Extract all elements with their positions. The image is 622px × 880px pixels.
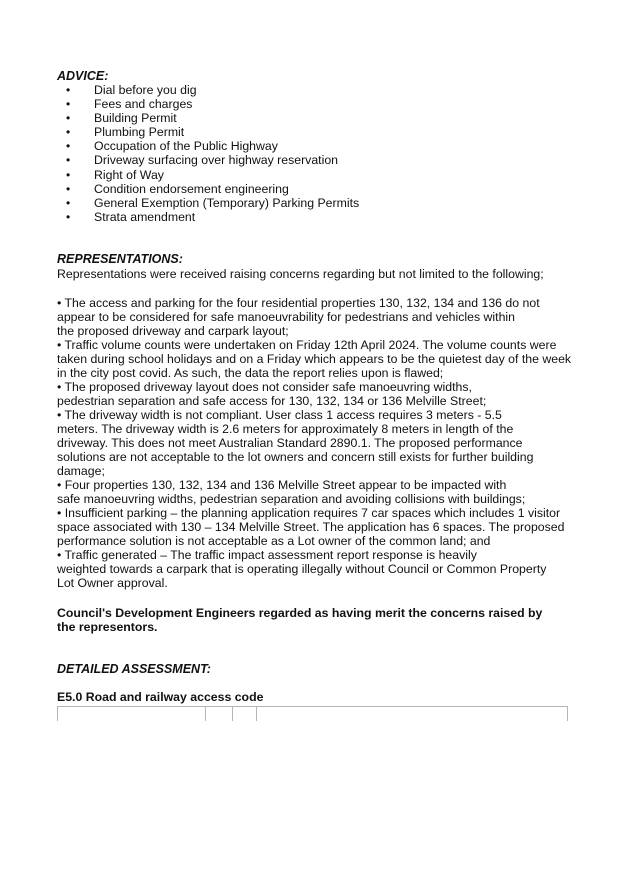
representation-line: the proposed driveway and carpark layout;: [57, 324, 289, 338]
representation-line: appear to be considered for safe manoeuvrability for pedestrians and vehicles within: [57, 310, 515, 324]
advice-item: • Occupation of the Public Highway: [57, 139, 359, 153]
representation-line: • Four properties 130, 132, 134 and 136 Melville Street appear to be impacted with: [57, 478, 507, 492]
representation-line: damage;: [57, 464, 105, 478]
advice-heading: ADVICE:: [57, 69, 109, 83]
table-column-divider: [232, 707, 233, 721]
council-statement-line-1: Council's Development Engineers regarded as having merit the concerns raised by: [57, 606, 543, 620]
detailed-assessment-heading: DETAILED ASSESSMENT:: [57, 662, 211, 676]
representation-line: space associated with 130 – 134 Melville Street. The application has 6 spaces. The proposed: [57, 520, 565, 534]
representation-line: • Traffic generated – The traffic impact assessment report response is heavily: [57, 548, 477, 562]
assessment-table: [57, 706, 568, 721]
representation-line: • The driveway width is not compliant. User class 1 access requires 3 meters - 5.5: [57, 408, 502, 422]
representation-line: pedestrian separation and safe access for 130, 132, 134 or 136 Melville Street;: [57, 394, 487, 408]
representation-line: solutions are not acceptable to the lot owners and concern still exists for further building: [57, 450, 534, 464]
representation-line: taken during school holidays and on a Friday which appears to be the quietest day of the week: [57, 352, 572, 366]
advice-item: • General Exemption (Temporary) Parking Permits: [57, 196, 359, 210]
council-statement-line-2: the representors.: [57, 620, 158, 634]
advice-item: • Fees and charges: [57, 97, 359, 111]
representation-line: meters. The driveway width is 2.6 meters for approximately 8 meters in length of the: [57, 422, 514, 436]
representation-line: • Insufficient parking – the planning application requires 7 car spaces which includes 1 visitor: [57, 506, 561, 520]
representation-line: Lot Owner approval.: [57, 576, 168, 590]
representation-line: • The proposed driveway layout does not consider safe manoeuvring widths,: [57, 380, 472, 394]
table-column-divider: [256, 707, 257, 721]
advice-item: • Driveway surfacing over highway reservation: [57, 153, 359, 167]
representation-line: driveway. This does not meet Australian Standard 2890.1. The proposed performance: [57, 436, 523, 450]
table-column-divider: [205, 707, 206, 721]
representation-line: in the city post covid. As such, the data the report relies upon is flawed;: [57, 366, 444, 380]
representation-line: safe manoeuvring widths, pedestrian separation and avoiding collisions with buildings;: [57, 492, 526, 506]
section-title: E5.0 Road and railway access code: [57, 690, 264, 704]
advice-list: [57, 83, 359, 224]
representations-heading: REPRESENTATIONS:: [57, 252, 183, 266]
advice-item: • Dial before you dig: [57, 83, 359, 97]
representations-intro: Representations were received raising concerns regarding but not limited to the following;: [57, 267, 544, 281]
advice-item: • Strata amendment: [57, 210, 359, 224]
representation-line: performance solution is not acceptable as a Lot owner of the common land; and: [57, 534, 491, 548]
advice-item: • Plumbing Permit: [57, 125, 359, 139]
advice-item: • Condition endorsement engineering: [57, 182, 359, 196]
representation-line: • The access and parking for the four residential properties 130, 132, 134 and 136 do not: [57, 296, 540, 310]
representation-line: • Traffic volume counts were undertaken on Friday 12th April 2024. The volume counts were: [57, 338, 557, 352]
advice-item: • Building Permit: [57, 111, 359, 125]
advice-item: • Right of Way: [57, 168, 359, 182]
representation-line: weighted towards a carpark that is operating illegally without Council or Common Property: [57, 562, 547, 576]
